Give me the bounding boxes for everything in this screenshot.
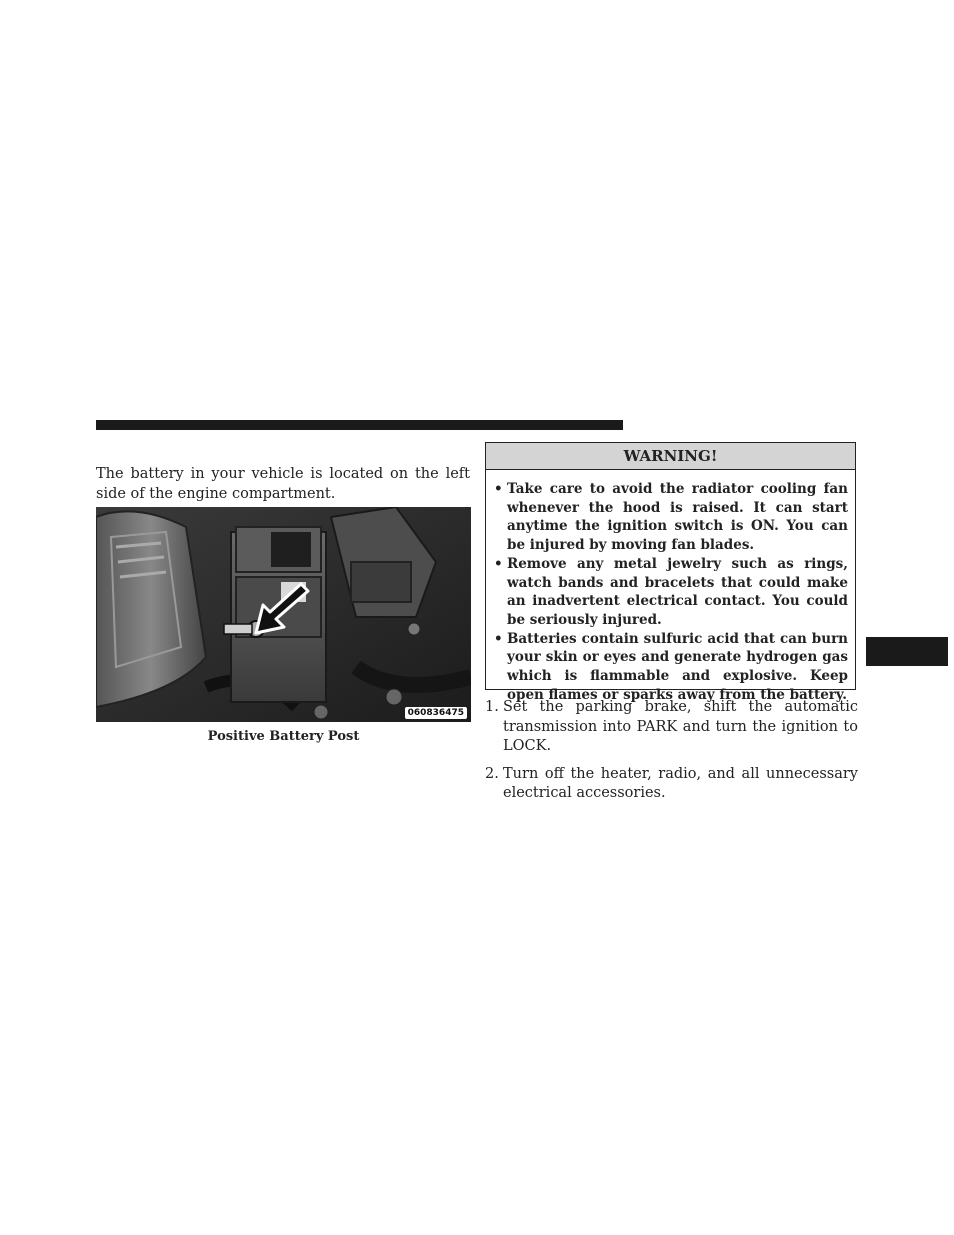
step-item xyxy=(485,765,858,804)
figure-caption: Positive Battery Post xyxy=(207,729,360,744)
step-number: 1. xyxy=(485,699,499,715)
step-text: Set the parking brake, shift the automatic transmission into PARK and turn the ignition to LOCK. xyxy=(503,699,858,754)
intro-paragraph: The battery in your vehicle is located on the left side of the engine compartment. xyxy=(96,466,470,502)
figure-id-label: 060836475 xyxy=(405,707,467,719)
step-number: 2. xyxy=(485,765,499,782)
warning-box xyxy=(485,442,856,703)
section-header-rule xyxy=(96,420,623,430)
battery-figure xyxy=(96,507,471,722)
warning-item: • Take care to avoid the radiator cooling fan whenever the hood is raised. It can start anytime the ignition switch is ON. You can be injured by moving fan blades. xyxy=(494,481,848,554)
warning-item: • Batteries contain sulfuric acid that can burn your skin or eyes and generate hydrogen gas which is flammable and explosive. Keep open flames or sparks away from the battery. xyxy=(494,630,848,703)
engine-compartment-illustration xyxy=(96,507,471,722)
bullet-icon: • xyxy=(494,555,503,572)
step-item xyxy=(485,698,858,757)
bullet-icon: • xyxy=(494,481,503,497)
warning-list xyxy=(486,470,855,704)
warning-title: WARNING! xyxy=(486,443,855,470)
procedure-steps xyxy=(485,698,858,812)
warning-item: • Remove any metal jewelry such as rings, watch bands and bracelets that could make an inadvertent electrical contact. You could be seriously injured. xyxy=(494,555,848,628)
step-text: Turn off the heater, radio, and all unnecessary electrical accessories. xyxy=(503,765,858,801)
chapter-thumb-tab xyxy=(866,637,948,666)
bullet-icon: • xyxy=(494,630,503,647)
